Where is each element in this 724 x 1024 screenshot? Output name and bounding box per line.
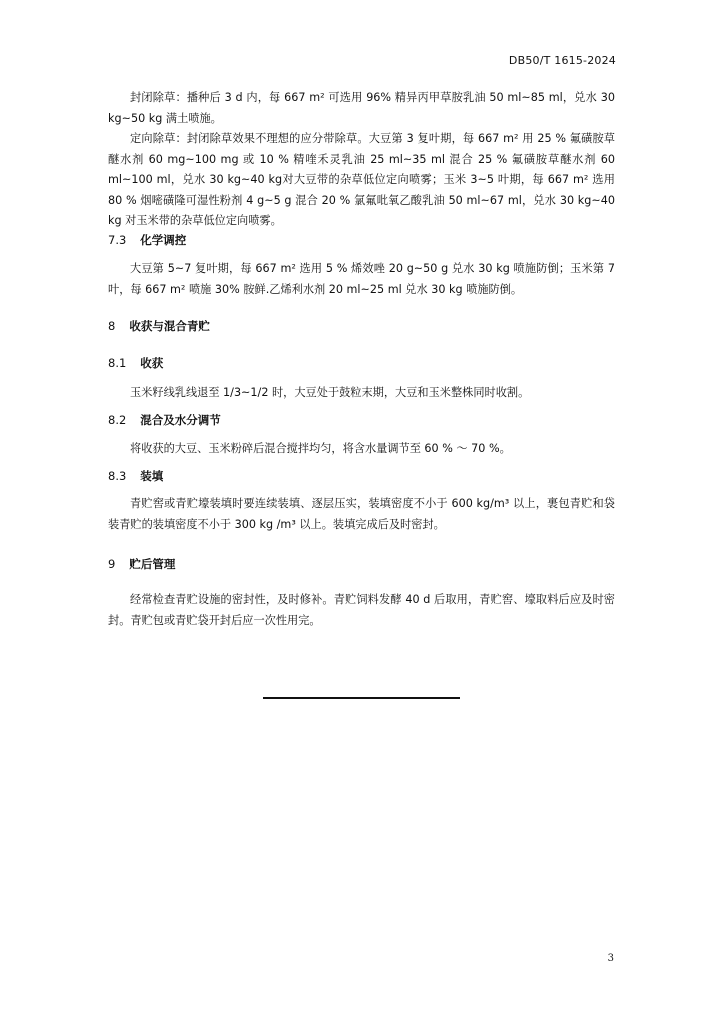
section-number: 8.1	[108, 356, 127, 370]
page-number: 3	[607, 953, 614, 964]
paragraph-chemical-control: 大豆第 5~7 复叶期，每 667 m² 选用 5 % 烯效唑 20 g~50 g 兑水 30 kg 喷施防倒；玉米第 7 叶，每 667 m² 喷施 30% 胺鲜.乙烯利水剂 20 ml~25 ml 兑水 30 kg 喷施防倒。	[108, 262, 615, 296]
paragraph-harvest: 玉米籽线乳线退至 1/3~1/2 时，大豆处于鼓粒末期，大豆和玉米整株同时收割。	[130, 386, 530, 399]
section-title: 收获与混合青贮	[129, 319, 210, 333]
paragraph-post-storage: 经常检查青贮设施的密封性，及时修补。青贮饲料发酵 40 d 后取用，青贮窖、壕取料后应及时密封。青贮包或青贮袋开封后应一次性用完。	[108, 593, 615, 627]
section-heading-9	[108, 556, 175, 572]
section-heading-8-1	[108, 355, 163, 371]
section-number: 8.3	[108, 469, 127, 483]
section-heading-8-2	[108, 412, 221, 428]
document-code: DB50/T 1615-2024	[508, 54, 616, 67]
paragraph-directional-weeding: 定向除草：封闭除草效果不理想的应分带除草。大豆第 3 复叶期，每 667 m² 用 25 % 氟磺胺草醚水剂 60 mg~100 mg 或 10 % 精喹禾灵乳油 25 ml~35 ml 混合 25 % 氟磺胺草醚水剂 60 ml~100 ml，兑水 30 kg~40 kg对大豆带的杂草低位定向喷雾；玉米 3~5 叶期，每 667 m² 选用 80 % 烟嘧磺隆可湿性粉剂 4 g~5 g 混合 20 % 氯氟吡氧乙酸乳油 50 ml~67 ml，兑水 30 kg~40 kg 对玉米带的杂草低位定向喷雾。	[108, 132, 615, 227]
section-number: 9	[108, 557, 116, 571]
section-heading-7-3	[108, 232, 186, 248]
section-heading-8	[108, 318, 210, 334]
section-number: 7.3	[108, 233, 127, 247]
paragraph-mixing-moisture: 将收获的大豆、玉米粉碎后混合搅拌均匀，将含水量调节至 60 % ～ 70 %。	[130, 442, 511, 455]
section-number: 8.2	[108, 413, 127, 427]
paragraph-sealing-weeding: 封闭除草：播种后 3 d 内，每 667 m² 可选用 96% 精异丙甲草胺乳油 50 ml~85 ml，兑水 30 kg~50 kg 满土喷施。	[108, 91, 615, 125]
section-title: 装填	[140, 469, 164, 483]
section-title: 收获	[140, 356, 164, 370]
section-title: 化学调控	[140, 233, 187, 247]
section-number: 8	[108, 319, 116, 333]
section-title: 混合及水分调节	[140, 413, 221, 427]
section-heading-8-3	[108, 468, 163, 484]
paragraph-filling: 青贮窖或青贮壕装填时要连续装填、逐层压实，装填密度不小于 600 kg/m³ 以上，裹包青贮和袋装青贮的装填密度不小于 300 kg /m³ 以上。装填完成后及时密封。	[108, 497, 615, 531]
end-rule	[263, 697, 460, 699]
section-title: 贮后管理	[129, 557, 176, 571]
